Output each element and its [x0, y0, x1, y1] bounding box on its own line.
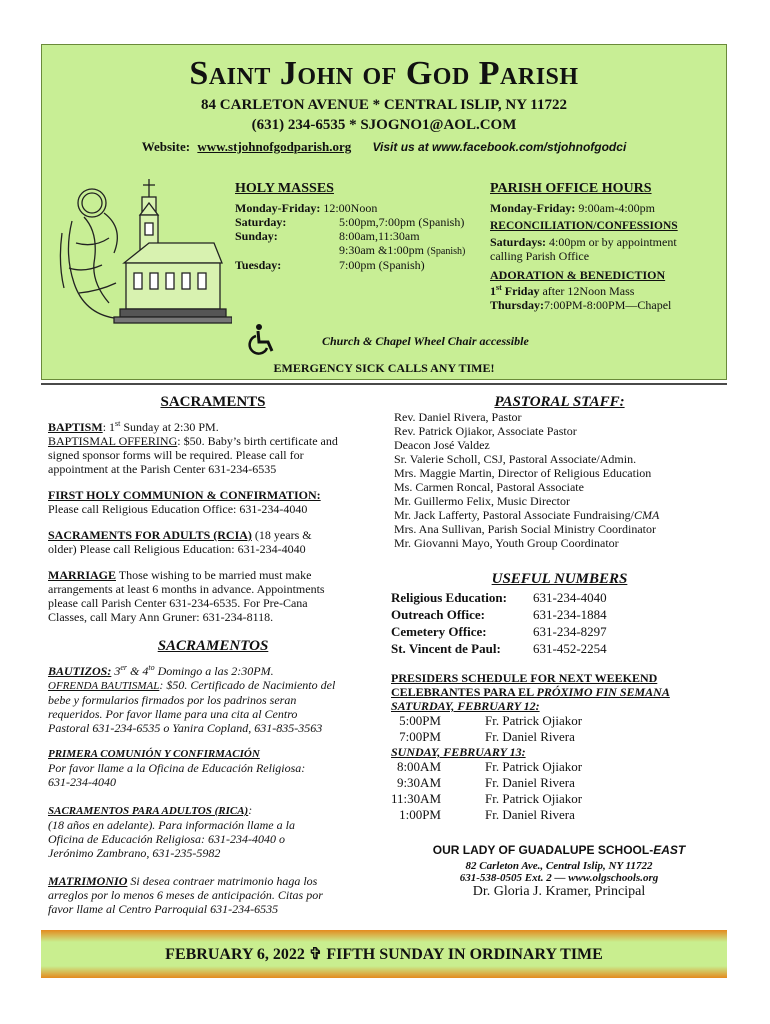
- mass-sunday-time2: [339, 243, 465, 258]
- office-hours-label: Monday-Friday:: [490, 201, 576, 215]
- offering-line2: signed sponsor forms will be required. Please call for: [48, 448, 304, 462]
- saturday-heading: SATURDAY, FEBRUARY 12:: [391, 699, 540, 713]
- ofrenda-line4: Pastoral 631-234-6535 o Yanira Copland, 631-835-3563: [48, 721, 323, 735]
- adoration-friday-sup: st: [496, 283, 502, 292]
- reconciliation-text: 4:00pm or by appointment: [549, 235, 677, 249]
- number-row: [391, 589, 607, 606]
- marriage-text3: please call Parish Center 631-234-6535. For Pre-Cana: [48, 596, 308, 610]
- adoration-friday-text: after 12Noon Mass: [542, 284, 635, 298]
- number-row: [391, 606, 607, 623]
- rica-heading-line: [48, 803, 383, 818]
- staff-member-fundraising: [394, 508, 729, 522]
- office-hours-time: 9:00am-4:00pm: [578, 201, 656, 215]
- school-block: [391, 843, 727, 900]
- adoration-friday-label: Friday: [504, 284, 540, 298]
- baptism-label: BAPTISM: [48, 420, 103, 434]
- ofrenda-line3: requeridos. Por favor llame para una cita al Centro: [48, 707, 298, 721]
- mass-sunday-time1: 8:00am,11:30am: [339, 229, 420, 243]
- schedule-priest: Fr. Daniel Rivera: [485, 775, 575, 790]
- mass-weekday-time: 12:00Noon: [323, 201, 378, 215]
- fhc-text: Please call Religious Education Office: 631-234-4040: [48, 502, 308, 516]
- adoration-thursday-text: 7:00PM-8:00PM—Chapel: [544, 298, 672, 312]
- celebrantes-b: PRÓXIMO FIN SEMANA: [536, 685, 670, 699]
- section-divider: [41, 383, 727, 385]
- school-name-suffix: EAST: [653, 843, 686, 857]
- school-address: 82 Carleton Ave., Central Islip, NY 11722: [465, 860, 653, 872]
- reconciliation-row: [490, 235, 677, 250]
- schedule-time: 5:00PM: [399, 713, 441, 728]
- website-label: Website:: [141, 139, 191, 154]
- presiders-schedule: [391, 671, 731, 823]
- parish-address: 84 CARLETON AVENUE * CENTRAL ISLIP, NY 11722: [201, 97, 567, 113]
- school-name: [391, 843, 727, 857]
- schedule-priest: Fr. Patrick Ojiakor: [485, 791, 583, 806]
- pastoral-staff-heading: PASTORAL STAFF:: [494, 394, 625, 410]
- number-row: [391, 623, 607, 640]
- adoration-friday: [490, 283, 634, 299]
- school-name-text: OUR LADY OF GUADALUPE SCHOOL-: [432, 843, 654, 857]
- celebrantes-a: CELEBRANTES PARA EL: [391, 685, 537, 699]
- schedule-row: [391, 713, 731, 729]
- bautizos-label: BAUTIZOS:: [48, 664, 112, 678]
- mass-sunday-label: Sunday:: [235, 229, 278, 243]
- number-label: Outreach Office:: [391, 607, 485, 622]
- matrimonio-line2: arreglos por lo menos 6 meses de anticipación. Citas por: [48, 888, 323, 902]
- mass-sunday-time2-text: 9:30am &1:00pm: [339, 243, 424, 257]
- sacraments-section: [48, 417, 378, 624]
- mass-row-weekday: [235, 201, 377, 216]
- bautizos-n1: 3: [111, 664, 121, 678]
- mass-sunday-time2-note: (Spanish): [427, 246, 466, 257]
- ofrenda-line: [48, 678, 383, 693]
- website-line: [42, 139, 726, 155]
- useful-numbers-table: [391, 589, 607, 657]
- rica-line3: Jerónimo Zambrano, 631-235-5982: [48, 846, 221, 860]
- wheelchair-icon: [248, 323, 278, 355]
- parish-phone-email: (631) 234-6535 * SJOGNO1@AOL.COM: [251, 117, 517, 133]
- parish-header: [41, 44, 727, 380]
- marriage-label: MARRIAGE: [48, 568, 116, 582]
- parish-title: Saint John of God Parish: [189, 55, 579, 92]
- footer-banner: [41, 930, 727, 978]
- offering-label: BAPTISMAL OFFERING: [48, 434, 178, 448]
- mass-saturday-time: 5:00pm,7:00pm (Spanish): [339, 215, 465, 229]
- reconciliation-heading: RECONCILIATION/CONFESSIONS: [490, 220, 678, 232]
- schedule-row: [391, 775, 731, 791]
- rcia-text1: (18 years &: [251, 528, 312, 542]
- schedule-priest: Fr. Patrick Ojiakor: [485, 759, 583, 774]
- marriage-text2: arrangements at least 6 months in advance. Appointments: [48, 582, 325, 596]
- schedule-time: 1:00PM: [399, 807, 441, 822]
- celebrantes-heading: [391, 685, 731, 699]
- footer-title: FIFTH SUNDAY IN ORDINARY TIME: [326, 946, 603, 963]
- staff-member: Mrs. Ana Sullivan, Parish Social Ministry Coordinator: [394, 522, 656, 536]
- adoration-friday-num: 1: [490, 284, 496, 298]
- number-value: 631-234-1884: [533, 607, 607, 622]
- ofrenda-label: OFRENDA BAUTISMAL: [48, 680, 160, 692]
- staff-member: Sr. Valerie Scholl, CSJ, Pastoral Associate/Admin.: [394, 452, 637, 466]
- cross-icon: ✞: [308, 946, 323, 963]
- sunday-heading: SUNDAY, FEBRUARY 13:: [391, 745, 526, 759]
- bautizos-text: Domingo a las 2:30PM.: [154, 664, 274, 678]
- presiders-heading: PRESIDERS SCHEDULE FOR NEXT WEEKEND: [391, 671, 658, 685]
- mass-saturday-label: Saturday:: [235, 215, 287, 229]
- footer-line: [41, 944, 727, 964]
- schedule-row: [391, 729, 731, 745]
- rcia-line: [48, 528, 378, 542]
- staff-member: Ms. Carmen Roncal, Pastoral Associate: [394, 480, 584, 494]
- rica-line1: (18 años en adelante). Para información llame a la: [48, 818, 295, 832]
- rcia-heading: SACRAMENTS FOR ADULTS (RCIA): [48, 528, 252, 542]
- mass-tuesday-label: Tuesday:: [235, 258, 282, 272]
- bautizos-sup2: to: [148, 663, 155, 672]
- mass-weekday-label: Monday-Friday:: [235, 201, 321, 215]
- primera-line1: Por favor llame a la Oficina de Educación Religiosa:: [48, 761, 306, 775]
- schedule-time: 11:30AM: [391, 791, 442, 806]
- fhc-heading: FIRST HOLY COMMUNION & CONFIRMATION:: [48, 488, 321, 502]
- adoration-heading: ADORATION & BENEDICTION: [490, 268, 666, 282]
- emergency-notice: EMERGENCY SICK CALLS ANY TIME!: [273, 361, 495, 375]
- schedule-row: [391, 759, 731, 775]
- accessibility-note: Church & Chapel Wheel Chair accessible: [322, 334, 529, 348]
- church-illustration: [54, 173, 232, 333]
- schedule-priest: Fr. Daniel Rivera: [485, 729, 575, 744]
- marriage-line: [48, 568, 378, 582]
- ofrenda-text: : $50. Certificado de Nacimiento del: [159, 678, 336, 692]
- schedule-time: 8:00AM: [396, 759, 441, 774]
- offering-line3: appointment at the Parish Center 631-234-6535: [48, 462, 277, 476]
- bautizos-line: [48, 661, 383, 678]
- matrimonio-line: [48, 874, 383, 888]
- reconciliation-label: Saturdays:: [490, 235, 547, 249]
- schedule-row: [391, 791, 731, 807]
- rica-heading: SACRAMENTOS PARA ADULTOS (RICA): [48, 805, 249, 817]
- primera-heading: PRIMERA COMUNIÓN Y CONFIRMACIÓN: [48, 748, 260, 760]
- holy-masses-heading: HOLY MASSES: [235, 181, 334, 196]
- number-label: Religious Education:: [391, 590, 507, 605]
- rica-line2: Oficina de Educación Religiosa: 631-234-4040 o: [48, 832, 285, 846]
- footer-date: FEBRUARY 6, 2022: [165, 946, 305, 963]
- matrimonio-line1: Si desea contraer matrimonio haga los: [127, 874, 318, 888]
- staff-member: Mr. Guillermo Felix, Music Director: [394, 494, 570, 508]
- baptism-text1: : 1: [102, 420, 116, 434]
- number-value: 631-234-8297: [533, 624, 607, 639]
- office-hours-row: [490, 201, 655, 216]
- schedule-priest: Fr. Patrick Ojiakor: [485, 713, 583, 728]
- school-principal: Dr. Gloria J. Kramer, Principal: [472, 884, 646, 899]
- offering-text: : $50. Baby’s birth certificate and: [177, 434, 338, 448]
- staff-cma: CMA: [633, 508, 660, 522]
- adoration-thursday-label: Thursday:: [490, 298, 545, 312]
- sacraments-heading: SACRAMENTS: [160, 394, 266, 410]
- schedule-row: [391, 807, 731, 823]
- staff-member: Mr. Giovanni Mayo, Youth Group Coordinator: [394, 536, 619, 550]
- schedule-priest: Fr. Daniel Rivera: [485, 807, 575, 822]
- staff-member: Mr. Jack Lafferty, Pastoral Associate Fundraising/: [394, 508, 634, 522]
- staff-member: Rev. Daniel Rivera, Pastor: [394, 410, 522, 424]
- baptism-line: [48, 417, 378, 434]
- adoration-thursday: [490, 298, 671, 313]
- staff-member: Mrs. Maggie Martin, Director of Religious Education: [394, 466, 652, 480]
- staff-member: Deacon José Valdez: [394, 438, 490, 452]
- number-value: 631-452-2254: [533, 641, 607, 656]
- marriage-text4: Classes, call Mary Ann Gruner: 631-234-8118.: [48, 610, 274, 624]
- useful-numbers-heading: USEFUL NUMBERS: [491, 571, 628, 587]
- number-row: [391, 640, 607, 657]
- reconciliation-text2: calling Parish Office: [490, 249, 590, 263]
- number-label: St. Vincent de Paul:: [391, 641, 501, 656]
- school-contact: 631-538-0505 Ext. 2 — www.olgschools.org: [459, 872, 659, 884]
- schedule-time: 9:30AM: [396, 775, 441, 790]
- sacramentos-section: [48, 661, 383, 916]
- staff-member: Rev. Patrick Ojiakor, Associate Pastor: [394, 424, 577, 438]
- matrimonio-label: MATRIMONIO: [48, 874, 128, 888]
- baptism-text2: Sunday at 2:30 PM.: [120, 420, 219, 434]
- mass-tuesday-time: 7:00pm (Spanish): [339, 258, 425, 272]
- bautizos-mid: & 4: [127, 664, 149, 678]
- offering-line: [48, 434, 378, 448]
- number-label: Cemetery Office:: [391, 624, 487, 639]
- primera-line2: 631-234-4040: [48, 775, 116, 789]
- staff-list: [394, 410, 729, 550]
- schedule-time: 7:00PM: [399, 729, 441, 744]
- sacramentos-heading: SACRAMENTOS: [157, 638, 269, 654]
- office-hours-heading: PARISH OFFICE HOURS: [490, 181, 652, 196]
- ofrenda-line2: bebe y formularios firmados por los padrinos seran: [48, 693, 297, 707]
- matrimonio-line3: favor llame al Centro Parroquial 631-234-6535: [48, 902, 279, 916]
- number-value: 631-234-4040: [533, 590, 607, 605]
- bautizos-sup1: er: [120, 663, 128, 672]
- marriage-text1: Those wishing to be married must make: [116, 568, 312, 582]
- rica-colon: :: [248, 803, 253, 817]
- rcia-text2: older) Please call Religious Education: 631-234-4040: [48, 542, 306, 556]
- website-link[interactable]: www.stjohnofgodparish.org: [197, 139, 352, 154]
- facebook-text: Visit us at www.facebook.com/stjohnofgodci: [372, 140, 627, 154]
- baptism-sup: st: [115, 419, 121, 428]
